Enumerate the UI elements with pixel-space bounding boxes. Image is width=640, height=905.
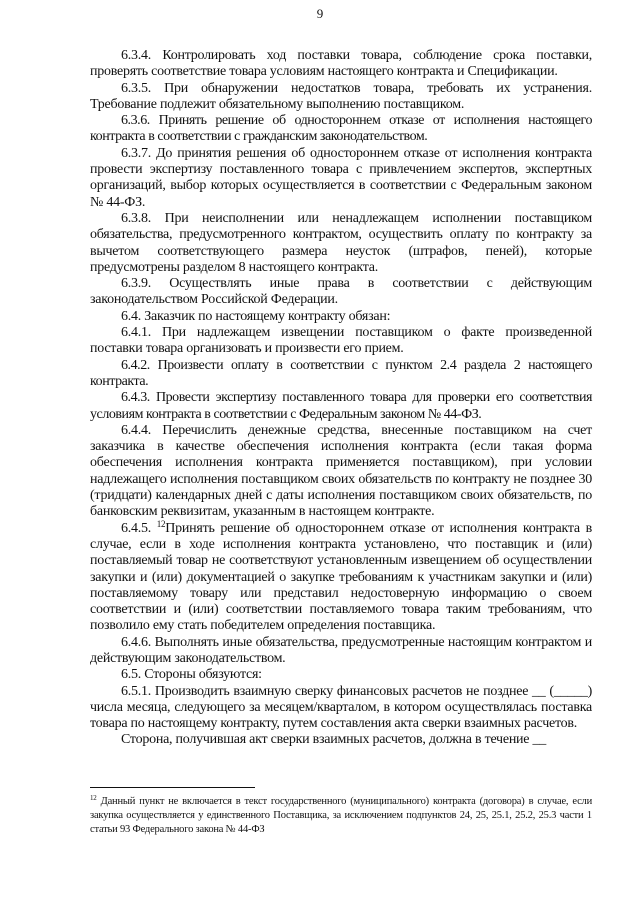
footnote-reference[interactable]: 12 — [156, 518, 166, 529]
clause-6-5-heading: 6.5. Стороны обязуются: — [121, 667, 262, 683]
clause-6-3-9: 6.3.9. Осуществлять иные права в соответствии с действующим законодательством Российской Федерации. — [90, 276, 592, 308]
contract-body — [90, 48, 592, 749]
clause-6-3-4: 6.3.4. Контролировать ход поставки товара, соблюдение срока поставки, проверять соответствие товара условиям настоящего контракта и Спецификации. — [90, 48, 592, 80]
footnote-number: 12 — [90, 794, 97, 802]
clause-6-4-2: 6.4.2. Произвести оплату в соответствии с пунктом 2.4 раздела 2 настоящего контракта. — [90, 357, 592, 389]
footnote-separator — [90, 787, 255, 788]
clause-6-3-7: 6.3.7. До принятия решения об одностороннем отказе от исполнения контракта провести экспертизу поставленного товара с привлечением экспертов, экспертных организаций, выбор которых осуществляется в соответствии с Федеральным законом № 44-ФЗ. — [90, 145, 592, 210]
clause-6-4-5-text: Принять решение об одностороннем отказе от исполнения контракта в случае, если в ходе исполнения контракта установлено, что поставщик и (или) поставляемый товар не соответствуют установленным извещением об осуществлении закупки и (или) документацией о закупке требованиям к участникам закупки и (или) поставляемому товару или представил недостоверную информацию о своем соответствии и (или) соответствии поставляемого товара таким требованиям, что позволило ему стать победителем определения поставщика. — [90, 520, 593, 634]
footnote-text: Данный пункт не включается в текст государственного (муниципального) контракта (договора) в случае, если закупка осуществляется у единственного Поставщика, за исключением подпунктов 24, 25, 25.1, 25.2, 25.3 части 1 статьи 93 Федерального закона № 44-ФЗ — [90, 796, 592, 835]
clause-6-5-1: 6.5.1. Производить взаимную сверку финансовых расчетов не позднее __ (_____) числа месяца, следующего за месяцем/кварталом, в котором осуществлялась поставка товара по настоящему контракту, путем составления акта сверки взаимных расчетов. — [90, 683, 592, 732]
clause-6-3-6: 6.3.6. Принять решение об одностороннем отказе от исполнения настоящего контракта в соответствии с гражданским законодательством. — [90, 113, 592, 145]
footnote — [90, 795, 592, 837]
clause-6-3-5: 6.3.5. При обнаружении недостатков товара, требовать их устранения. Требование подлежит обязательному выполнению поставщиком. — [90, 80, 592, 112]
clause-6-4-4: 6.4.4. Перечислить денежные средства, внесенные поставщиком на счет заказчика в качестве обеспечения исполнения контракта (если такая форма обеспечения исполнения контракта применяется поставщиком), при условии надлежащего исполнения поставщиком своих обязательств по контракту не позднее 30 (тридцати) календарных дней с даты исполнения поставщиком своих обязательств, по банковским реквизитам, указанным в настоящем контракте. — [90, 422, 592, 520]
clause-6-4-heading: 6.4. Заказчик по настоящему контракту обязан: — [121, 308, 391, 324]
clause-6-4-5 — [90, 518, 593, 635]
clause-6-4-3: 6.4.3. Провести экспертизу поставленного товара для проверки его соответствия условиям контракта в соответствии с Федеральным законом № 44-ФЗ. — [90, 390, 592, 422]
clause-6-4-1: 6.4.1. При надлежащем извещении поставщиком о факте произведенной поставки товара организовать и произвести его прием. — [90, 325, 592, 357]
clause-6-3-8: 6.3.8. При неисполнении или ненадлежащем исполнении поставщиком обязательства, предусмотренного контрактом, осуществить оплату по контракту за вычетом соответствующего размера неусток (штрафов, пеней), которые предусмотрены разделом 8 настоящего контракта. — [90, 210, 592, 275]
clause-6-4-5-number: 6.4.5. — [121, 520, 157, 536]
clause-6-4-6: 6.4.6. Выполнять иные обязательства, предусмотренные настоящим контрактом и действующим законодательством. — [90, 634, 592, 666]
reconciliation-paragraph: Сторона, получившая акт сверки взаимных расчетов, должна в течение __ — [121, 732, 547, 748]
page-number: 9 — [316, 6, 324, 21]
